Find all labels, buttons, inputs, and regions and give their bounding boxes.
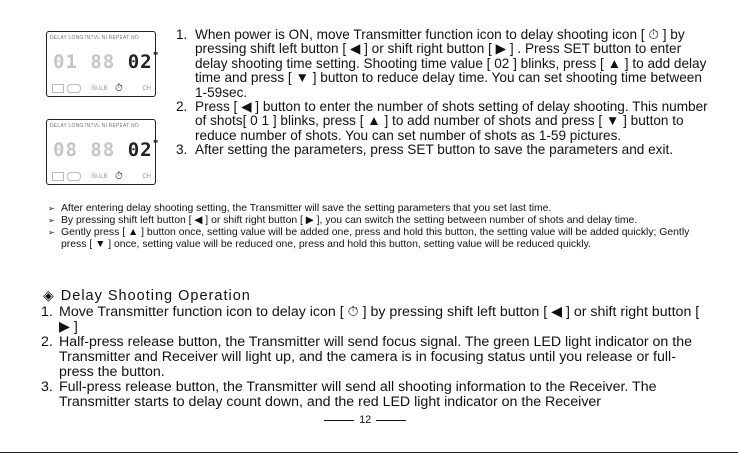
lcd-digits-blank: 88	[90, 51, 116, 73]
notes-list	[44, 203, 704, 251]
step-item	[176, 100, 711, 143]
step-number: 1.	[176, 27, 188, 42]
step-number: 3.	[176, 142, 188, 158]
arrow-bullet-icon: ➢	[48, 228, 55, 237]
lcd-status-row	[52, 82, 151, 93]
camera-icon	[52, 172, 64, 181]
diamond-icon: ◈	[43, 287, 55, 303]
lcd-display-delay-time	[46, 31, 160, 97]
lcd-digits-shots: 01	[53, 51, 78, 73]
operation-steps	[41, 305, 706, 410]
lcd-digits-shots: 08	[53, 139, 78, 161]
operation-number: 3.	[41, 379, 53, 395]
section-heading	[43, 287, 251, 304]
step-number: 2.	[176, 99, 188, 115]
setup-steps	[176, 28, 711, 158]
bottom-divider	[0, 452, 738, 453]
step-item	[176, 28, 711, 100]
rule-right	[376, 420, 406, 421]
timer-icon: ⏱	[115, 83, 123, 94]
step-text: Press [ ◀ ] button to enter the number of shots setting of delay shooting. This number of shots[ 0 1 ] blinks, press [ ▲ ] to add number of shots and press [ ▼ ] button to reduce number of shots. You can set number of shots as 1-59 pictures.	[195, 99, 708, 143]
operation-item	[41, 335, 706, 380]
arrow-bullet-icon: ➢	[48, 204, 55, 213]
note-text: After entering delay shooting setting, the Transmitter will save the setting parameters that you set last time.	[61, 203, 552, 214]
speech-icon	[67, 172, 81, 181]
lcd-digits	[53, 139, 160, 161]
lcd-digits-blank: 88	[90, 139, 116, 161]
note-text: Gently press [ ▲ ] button once, setting value will be added one, press and hold this button, the setting value will be added quickly; Gently press [ ▼ ] once, setting value will be reduced one, press and hold this button, setting value will be reduced quickly.	[61, 227, 690, 250]
operation-item	[41, 380, 706, 410]
lcd-digits-seconds: 02	[127, 51, 153, 73]
rule-left	[324, 420, 354, 421]
step-text: When power is ON, move Transmitter function icon to delay shooting icon [ ⏱ ] by pressing shift left button [ ◀ ] or shift right button [ ▶ ] . Press SET button to enter delay shooting time setting. Shooting time value [ 02 ] blinks, press [ ▲ ] to add delay time and press [ ▼ ] button to reduce delay time. You can set shooting time between 1-59sec.	[195, 27, 707, 100]
operation-text: Full-press release button, the Transmitter will send all shooting information to the Receiver. The Transmitter starts to delay count down, and the red LED light indicator on the Receiver	[59, 379, 657, 410]
speech-icon	[67, 84, 81, 93]
lcd-mode-labels: DELAY LONG INTVL NI REPEAT NO	[50, 123, 139, 129]
arrow-bullet-icon: ➢	[48, 216, 55, 225]
lcd-bulb-label: BULB	[92, 174, 108, 180]
step-text: After setting the parameters, press SET button to save the parameters and exit.	[195, 142, 674, 158]
note-item	[44, 215, 704, 227]
lcd-display-shot-count	[46, 119, 160, 185]
lcd-seconds-mark: "	[152, 51, 160, 62]
note-item	[44, 203, 704, 215]
camera-icon	[52, 84, 64, 93]
operation-number: 1.	[41, 304, 53, 320]
step-item	[176, 143, 711, 157]
note-item	[44, 227, 704, 251]
page-number-value: 12	[359, 414, 372, 426]
lcd-status-row	[52, 170, 151, 181]
lcd-digits	[53, 51, 160, 73]
operation-text: Move Transmitter function icon to delay icon [ ⏱ ] by pressing shift left button [ ◀ ] or shift right button [ ▶ ]	[59, 304, 700, 335]
operation-text: Half-press release button, the Transmitter will send focus signal. The green LED light indicator on the Transmitter and Receiver will light up, and the camera is in focusing status until you release or full-press the button.	[59, 334, 692, 380]
lcd-digits-seconds: 02	[127, 139, 153, 161]
lcd-mode-labels: DELAY LONG INTVL NI REPEAT NO	[50, 35, 139, 41]
operation-item	[41, 305, 706, 335]
page-number	[322, 414, 408, 426]
lcd-ch-label: CH	[142, 174, 151, 180]
lcd-seconds-mark: "	[152, 139, 160, 150]
lcd-bulb-label: BULB	[92, 86, 108, 92]
section-title: Delay Shooting Operation	[60, 288, 251, 304]
operation-number: 2.	[41, 334, 53, 350]
lcd-ch-label: CH	[142, 86, 151, 92]
timer-icon: ⏱	[115, 171, 123, 182]
note-text: By pressing shift left button [ ◀ ] or shift right button [ ▶ ], you can switch the setting between number of shots and delay time.	[61, 215, 638, 226]
